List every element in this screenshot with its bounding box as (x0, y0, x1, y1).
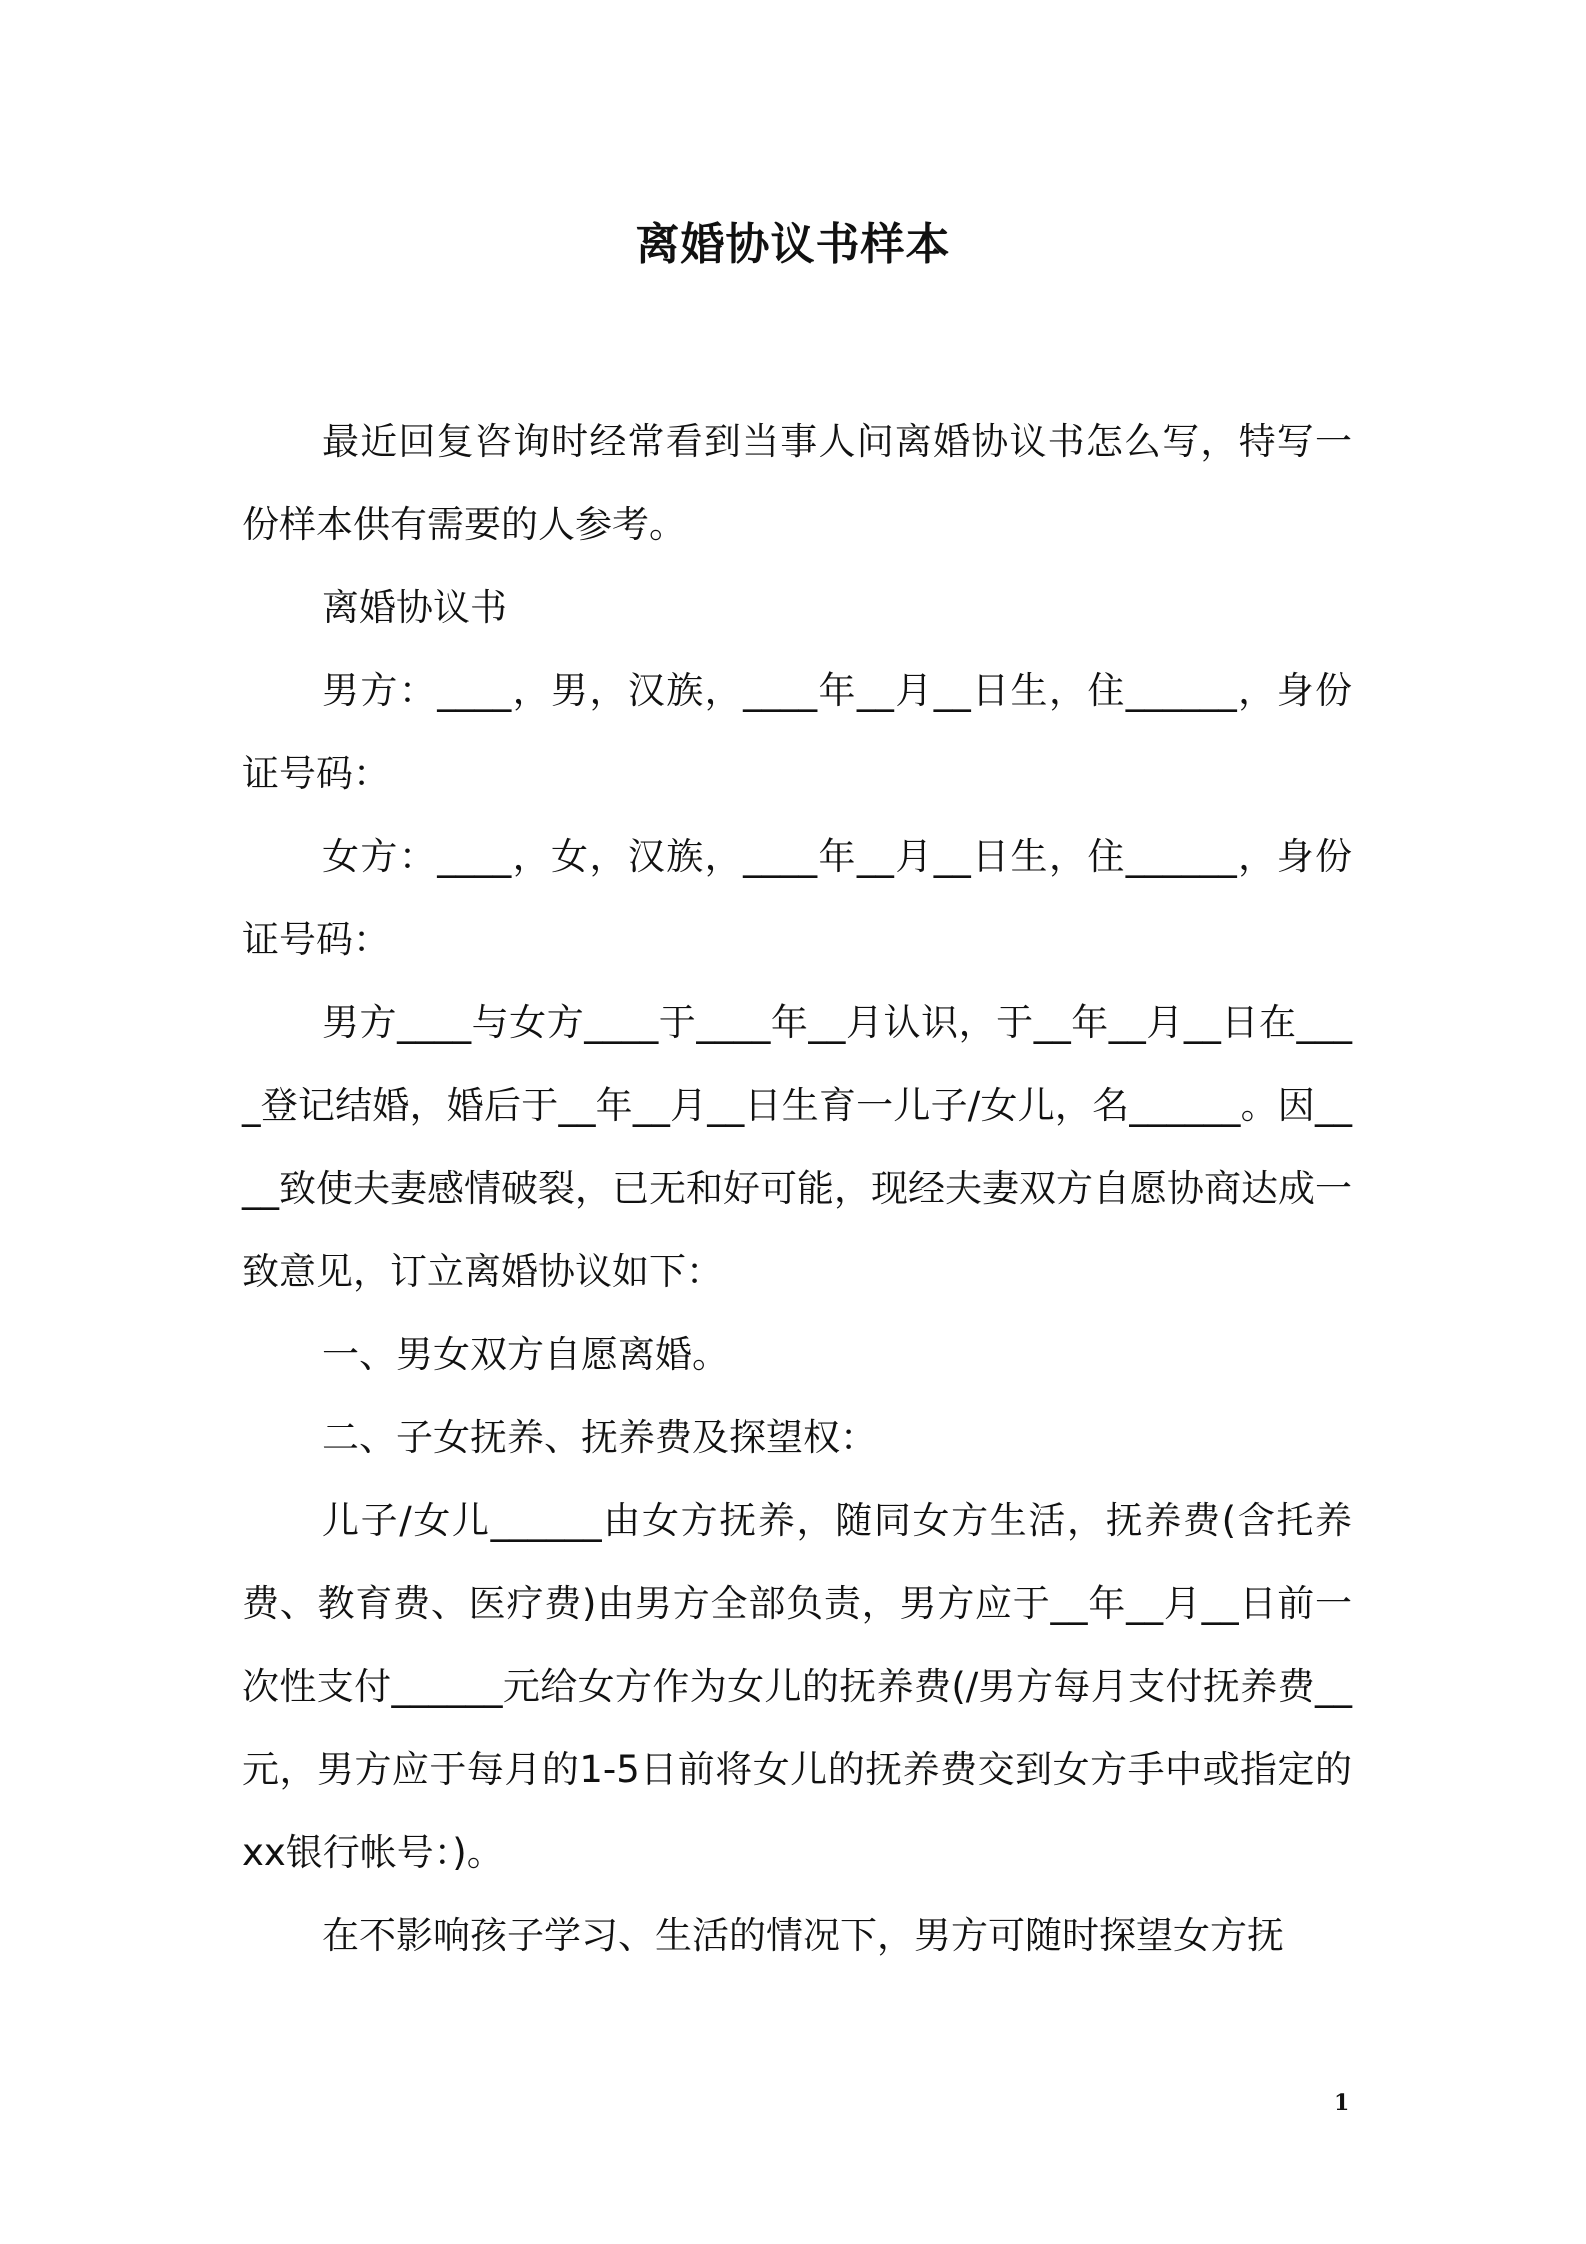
paragraph-marriage-facts: 男方____与女方____于____年__月认识，于__年__月__日在____登记结婚，婚后于__年__月__日生育一儿子/女儿，名______。因____致使夫妻感情破裂，已无和好可能，现经夫妻双方自愿协商达成一致意见，订立离婚协议如下： (242, 1001, 1352, 1293)
paragraph-visitation: 在不影响孩子学习、生活的情况下，男方可随时探望女方抚 (322, 1914, 1284, 1957)
paragraph-female-party: 女方：____，女，汉族，____年__月__日生，住______，身份证号码： (242, 835, 1352, 961)
paragraph-child-support: 儿子/女儿______由女方抚养，随同女方生活，抚养费(含托养费、教育费、医疗费)由男方全部负责，男方应于__年__月__日前一次性支付______元给女方作为女儿的抚养费(/男方每月支付抚养费__元，男方应于每月的1-5日前将女儿的抚养费交到女方手中或指定的xx银行帐号：)。 (242, 1499, 1352, 1874)
document-body (242, 400, 1352, 1977)
page-number: 1 (1334, 2090, 1350, 2116)
paragraph-male-party: 男方：____，男，汉族，____年__月__日生，住______，身份证号码： (242, 669, 1352, 795)
document-title: 离婚协议书样本 (635, 219, 951, 270)
paragraph-heading: 离婚协议书 (322, 586, 507, 629)
paragraph-clause-one: 一、男女双方自愿离婚。 (322, 1333, 729, 1376)
paragraph-intro: 最近回复咨询时经常看到当事人问离婚协议书怎么写，特写一份样本供有需要的人参考。 (242, 420, 1352, 546)
paragraph-clause-two: 二、子女抚养、抚养费及探望权： (322, 1416, 877, 1459)
